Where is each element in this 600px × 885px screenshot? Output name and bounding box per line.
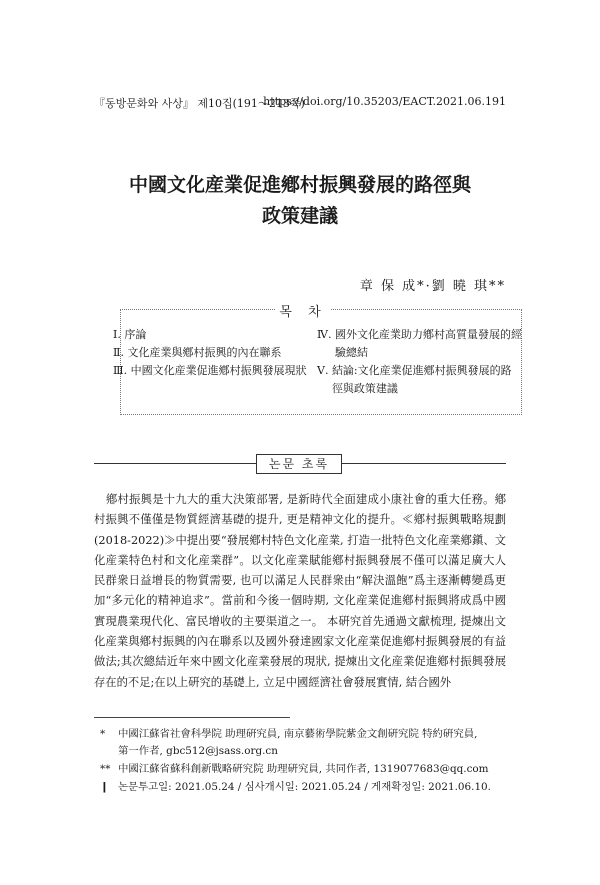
toc-left-column: [113, 326, 323, 380]
journal-citation: 『동방문화와 사상』 제10집(191～213쪽): [94, 97, 305, 110]
abstract-rule-right: [342, 463, 506, 464]
toc-item-text: 序論: [124, 328, 147, 341]
toc-right-column: [317, 326, 522, 398]
footnote-author-1: [100, 726, 510, 760]
toc-item-number: Ⅰ.: [113, 328, 125, 341]
toc-item-number: Ⅴ.: [317, 364, 332, 377]
toc-item: [317, 362, 522, 398]
footnote-marker: ❙: [100, 781, 109, 793]
toc-item: [113, 362, 323, 380]
abstract-heading: 논문 초록: [256, 454, 342, 474]
toc-item-text: 國外文化産業助力鄕村高質量發展的經驗總結: [334, 328, 522, 359]
footnote-author-2: [100, 761, 510, 778]
toc-item-text: 文化産業與鄕村振興的內在聯系: [127, 346, 282, 359]
footnote-text: 논문투고일: 2021.05.24 / 심사개시일: 2021.05.24 / 게재확정일: 2021.06.10.: [118, 781, 491, 793]
authors: 章 保 成*·劉 曉 琪**: [359, 279, 506, 294]
toc-item-number: Ⅳ.: [317, 328, 335, 341]
toc-top-rule-right: [331, 309, 520, 310]
toc-item-number: Ⅱ.: [113, 346, 128, 359]
toc-item-number: Ⅲ.: [113, 364, 131, 377]
paper-title-line-2: 政策建議: [261, 205, 338, 227]
toc-item-text: 結論:文化産業促進鄕村振興發展的路徑與政策建議: [331, 364, 512, 395]
toc-item: [113, 326, 323, 344]
footnote-separator: [94, 717, 290, 718]
toc-item-text: 中國文化産業促進鄕村振興發展現狀: [130, 364, 307, 377]
footnote-text: 中國江蘇省社會科學院 助理硏究員, 南京藝術學院紫金文創硏究院 特約硏究員,: [118, 728, 478, 740]
toc-item: [317, 326, 522, 362]
abstract-body: 鄕村振興是十九大的重大決策部署, 是新時代全面建成小康社會的重大任務。鄕村振興不僅僅是物質經濟基礎的提升, 更是精神文化的提升。≪鄕村振興戰略規劃(2018-2022)≫中提出要“發展鄕村特色文化産業, 打造一批特色文化産業鄕鎭、文化産業特色村和文化産業群”。以文化産業賦能鄕村振興發展不僅可以滿足廣大人民群衆日益增長的物質需要, 也可以滿足人民群衆由“解決溫飽”爲主逐漸轉變爲更加“多元化的精神追求”。當前和今後一個時期, 文化産業促進鄕村振興將成爲中國實現農業現代化、富民增收的主要渠道之一。 本硏究首先通過文獻梳理, 提煉出文化産業與鄕村振興的內在聯系以及國外發達國家文化産業促進鄕村振興發展的有益做法;其次總結近年來中國文化産業發展的現狀, 提煉出文化産業促進鄕村振興發展存在的不足;在以上硏究的基礎上, 立足中國經濟社會發展實情, 結合國外: [94, 493, 506, 689]
footnote-marker: **: [100, 763, 111, 775]
toc-title: 목 차: [279, 305, 327, 320]
toc-top-rule-left: [120, 309, 275, 310]
toc-item: [113, 344, 323, 362]
abstract-rule-left: [94, 463, 256, 464]
doi-link[interactable]: https://doi.org/10.35203/EACT.2021.06.191: [263, 95, 506, 108]
footnote-marker: *: [100, 728, 106, 740]
paper-title-line-1: 中國文化産業促進鄕村振興發展的路徑與: [128, 174, 471, 196]
footnote-text: 第一作者, gbc512@jsass.org.cn: [118, 745, 278, 757]
footnote-dates: [100, 779, 510, 796]
footnote-text: 中國江蘇省蘇科創新戰略硏究院 助理硏究員, 共同作者, 1319077683@qq.com: [118, 763, 489, 775]
